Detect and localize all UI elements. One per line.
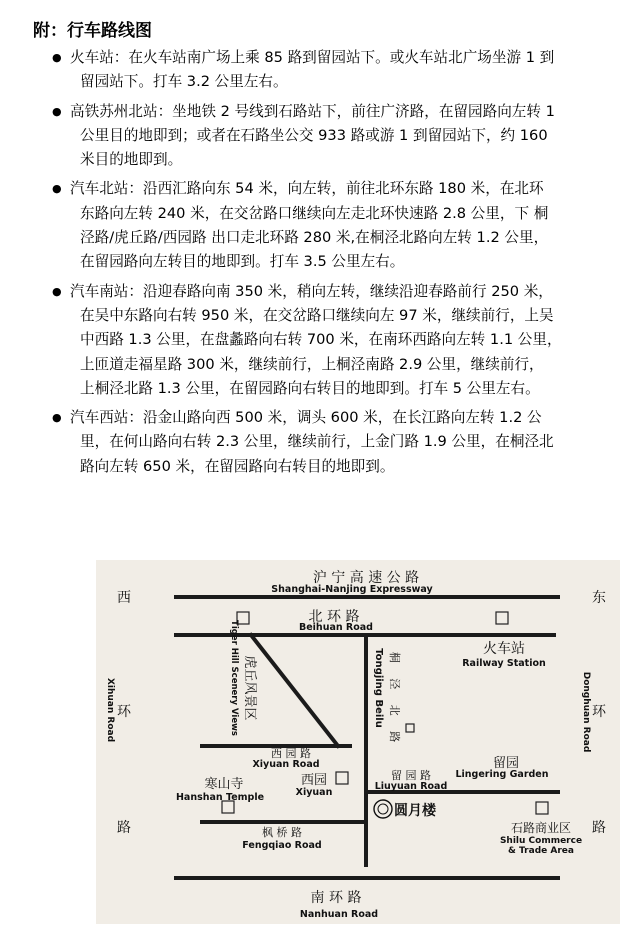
donghuan-cn-top: 东 [592,590,606,606]
route-line: 米目的地即到。 [80,151,183,169]
liuyuanroad-cn-label: 留 园 路 [391,769,431,782]
xiyuan-cn-label: 西园 [300,773,328,788]
route-line: 东路向左转 240 米，在交岔路口继续向左走北环快速路 2.8 公里，下 桐 [80,204,549,222]
route-line: 里，在何山路向右转 2.3 公里，继续前行，上金门路 1.9 公里，在桐泾北 [80,433,554,451]
xihuan-en-label: Xihuan Road [105,677,115,743]
donghuan-en-label: Donghuan Road [581,671,591,753]
bullet-icon: ● [52,411,62,425]
shilu-en-label-1: Shilu Commerce [499,836,583,846]
xiyuan-en-label: Xiyuan [295,787,333,798]
route-line: 公里目的地即到；或者在石路坐公交 933 路或游 1 到留园站下，约 160 [80,126,548,144]
route-item [52,406,600,479]
fengqiao-en-label: Fengqiao Road [242,840,322,851]
route-line: 在留园路向左转目的地即到。打车 3.5 公里左右。 [80,253,405,271]
beihuan-cn-label: 北 环 路 [308,609,360,625]
tongjing-cn-label: 桐 泾 北 路 [388,651,401,749]
route-item [52,280,600,401]
donghuan-cn-mid: 环 [592,704,606,720]
route-item [52,177,600,274]
bullet-icon: ● [52,284,62,298]
route-line: 汽车西站：沿金山路向西 500 米，调头 600 米，在长江路向左转 1.2 公 [70,409,542,427]
route-line: 留园站下。打车 3.2 公里左右。 [80,73,288,91]
xihuan-cn-top: 西 [117,590,131,606]
page-heading: 附：行车路线图 [33,21,152,41]
route-line: 高铁苏州北站：坐地铁 2 号线到石路站下，前往广济路，在留园路向左转 1 [70,102,555,120]
nanhuan-cn-label: 南 环 路 [310,890,362,906]
garden-en-label: Lingering Garden [455,769,549,780]
tigerhill-cn-label: 虎丘风景区 [242,655,257,721]
railway-en-label: Railway Station [462,658,546,669]
railway-cn-label: 火车站 [483,641,525,657]
bullet-icon: ● [52,51,62,64]
route-item [52,100,600,173]
liuyuanroad-en-label: Liuyuan Road [374,781,448,792]
route-line: 汽车南站：沿迎春路向南 350 米，稍向左转，继续沿迎春路前行 250 米， [70,282,553,300]
nanhuan-en-label: Nanhuan Road [299,909,379,920]
shilu-cn-label: 石路商业区 [510,821,572,835]
tigerhill-en-label: Tiger Hill Scenery Views [229,620,239,736]
route-line: 上匝道走福星路 300 米，继续前行，上桐泾南路 2.9 公里，继续前行， [80,355,544,373]
bullet-icon: ● [52,104,62,118]
garden-cn-label: 留园 [492,756,520,771]
route-line: 上桐泾北路 1.3 公里，在留园路向右转目的地即到。打车 5 公里左右。 [80,379,540,397]
route-line: 火车站：在火车站南广场上乘 85 路到留园站下。或火车站北广场坐游 1 到 [70,49,555,66]
route-map-canvas [96,560,620,924]
shilu-en-label-2: & Trade Area [508,846,574,856]
fengqiao-cn-label: 枫 桥 路 [262,826,302,839]
expressway-cn-label: 沪 宁 高 速 公 路 [312,570,420,586]
donghuan-cn-bottom: 路 [592,820,606,836]
route-line: 路向左转 650 米，在留园路向右转目的地即到。 [80,457,395,475]
route-item [52,46,600,95]
tongjing-en-label: Tongjing Beilu [373,648,384,728]
hotel-logo-text: 圆月楼 [394,803,436,819]
route-line: 汽车北站：沿西汇路向东 54 米，向左转，前往北环东路 180 米，在北环 [70,180,544,198]
expressway-en-label: Shanghai-Nanjing Expressway [271,584,433,595]
xihuan-cn-mid: 环 [117,704,131,720]
route-line: 泾路/虎丘路/西园路 出口走北环路 280 米,在桐泾北路向左转 1.2 公里， [80,229,549,247]
hanshan-cn-label: 寒山寺 [204,777,244,792]
route-line: 在吴中东路向右转 950 米，在交岔路口继续向左 97 米，继续前行，上吴 [80,306,554,324]
hanshan-en-label: Hanshan Temple [175,792,265,803]
route-map [96,560,620,924]
beihuan-en-label: Beihuan Road [298,622,374,633]
bullet-icon: ● [52,182,62,196]
route-line: 中西路 1.3 公里，在盘蠡路向右转 700 米，在南环西路向左转 1.1 公里， [80,331,562,349]
xihuan-cn-bottom: 路 [117,820,131,836]
xiyuanroad-en-label: Xiyuan Road [252,759,320,770]
xiyuanroad-cn-label: 西 园 路 [271,747,311,760]
route-list [52,46,600,484]
